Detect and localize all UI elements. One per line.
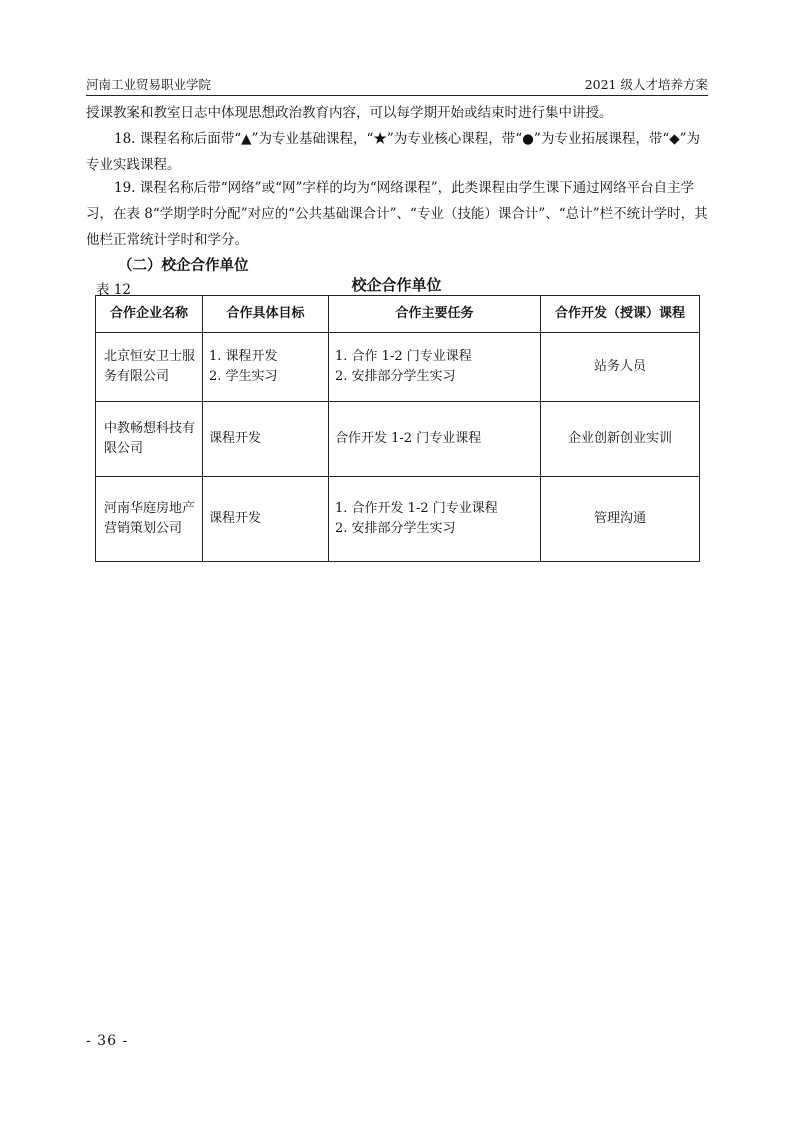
course-cell: 站务人员: [541, 333, 700, 402]
page-header: [86, 75, 708, 93]
paragraph-note-18: 18. 课程名称后面带“▲”为专业基础课程，“★”为专业核心课程，带“●”为专业拓展课程，带“◆”为专业实践课程。: [86, 131, 701, 173]
company-name: 北京恒安卫士服务有限公司: [96, 333, 203, 402]
goal-item: 1. 课程开发: [209, 349, 278, 364]
goal-cell: [203, 477, 329, 562]
school-name: 河南工业贸易职业学院: [86, 77, 212, 92]
task-cell: [329, 333, 541, 402]
cooperation-table: [95, 295, 700, 562]
goal-item: 课程开发: [209, 431, 262, 446]
table-header-row: [96, 296, 700, 333]
task-item: 2. 安排部分学生实习: [335, 521, 456, 536]
column-header: 合作具体目标: [203, 296, 329, 333]
document-title: 2021 级人才培养方案: [584, 77, 708, 92]
column-header: 合作企业名称: [96, 296, 203, 333]
section-heading: （二）校企合作单位: [118, 257, 249, 274]
goal-item: 课程开发: [209, 511, 262, 526]
table-row: [96, 402, 700, 477]
goal-item: 2. 学生实习: [209, 369, 278, 384]
table-row: [96, 333, 700, 402]
goal-cell: [203, 402, 329, 477]
task-item: 1. 合作 1-2 门专业课程: [335, 349, 472, 364]
course-cell: 企业创新创业实训: [541, 402, 700, 477]
table-row: [96, 477, 700, 562]
goal-cell: [203, 333, 329, 402]
company-name: 河南华庭房地产营销策划公司: [96, 477, 203, 562]
task-cell: [329, 402, 541, 477]
task-item: 1. 合作开发 1-2 门专业课程: [335, 501, 498, 516]
header-divider: [86, 95, 708, 96]
course-cell: 管理沟通: [541, 477, 700, 562]
page-number: - 36 -: [86, 1033, 129, 1049]
paragraph-continuation: 授课教案和教室日志中体现思想政治教育内容，可以每学期开始或结束时进行集中讲授。: [86, 105, 613, 121]
task-item: 合作开发 1-2 门专业课程: [335, 431, 482, 446]
table-label: 表 12: [96, 282, 131, 298]
column-header: 合作开发（授课）课程: [541, 296, 700, 333]
paragraph-note-19: 19. 课程名称后带“网络”或“网”字样的均为“网络课程”，此类课程由学生课下通过网络平台自主学习，在表 8“学期学时分配”对应的“公共基础课合计”、“专业（技能）课合计”、“总计”栏不统计学时，其他栏正常统计学时和学分。: [86, 180, 708, 248]
table-caption: 校企合作单位: [351, 276, 442, 294]
task-item: 2. 安排部分学生实习: [335, 369, 456, 384]
task-cell: [329, 477, 541, 562]
company-name: 中教畅想科技有限公司: [96, 402, 203, 477]
column-header: 合作主要任务: [329, 296, 541, 333]
